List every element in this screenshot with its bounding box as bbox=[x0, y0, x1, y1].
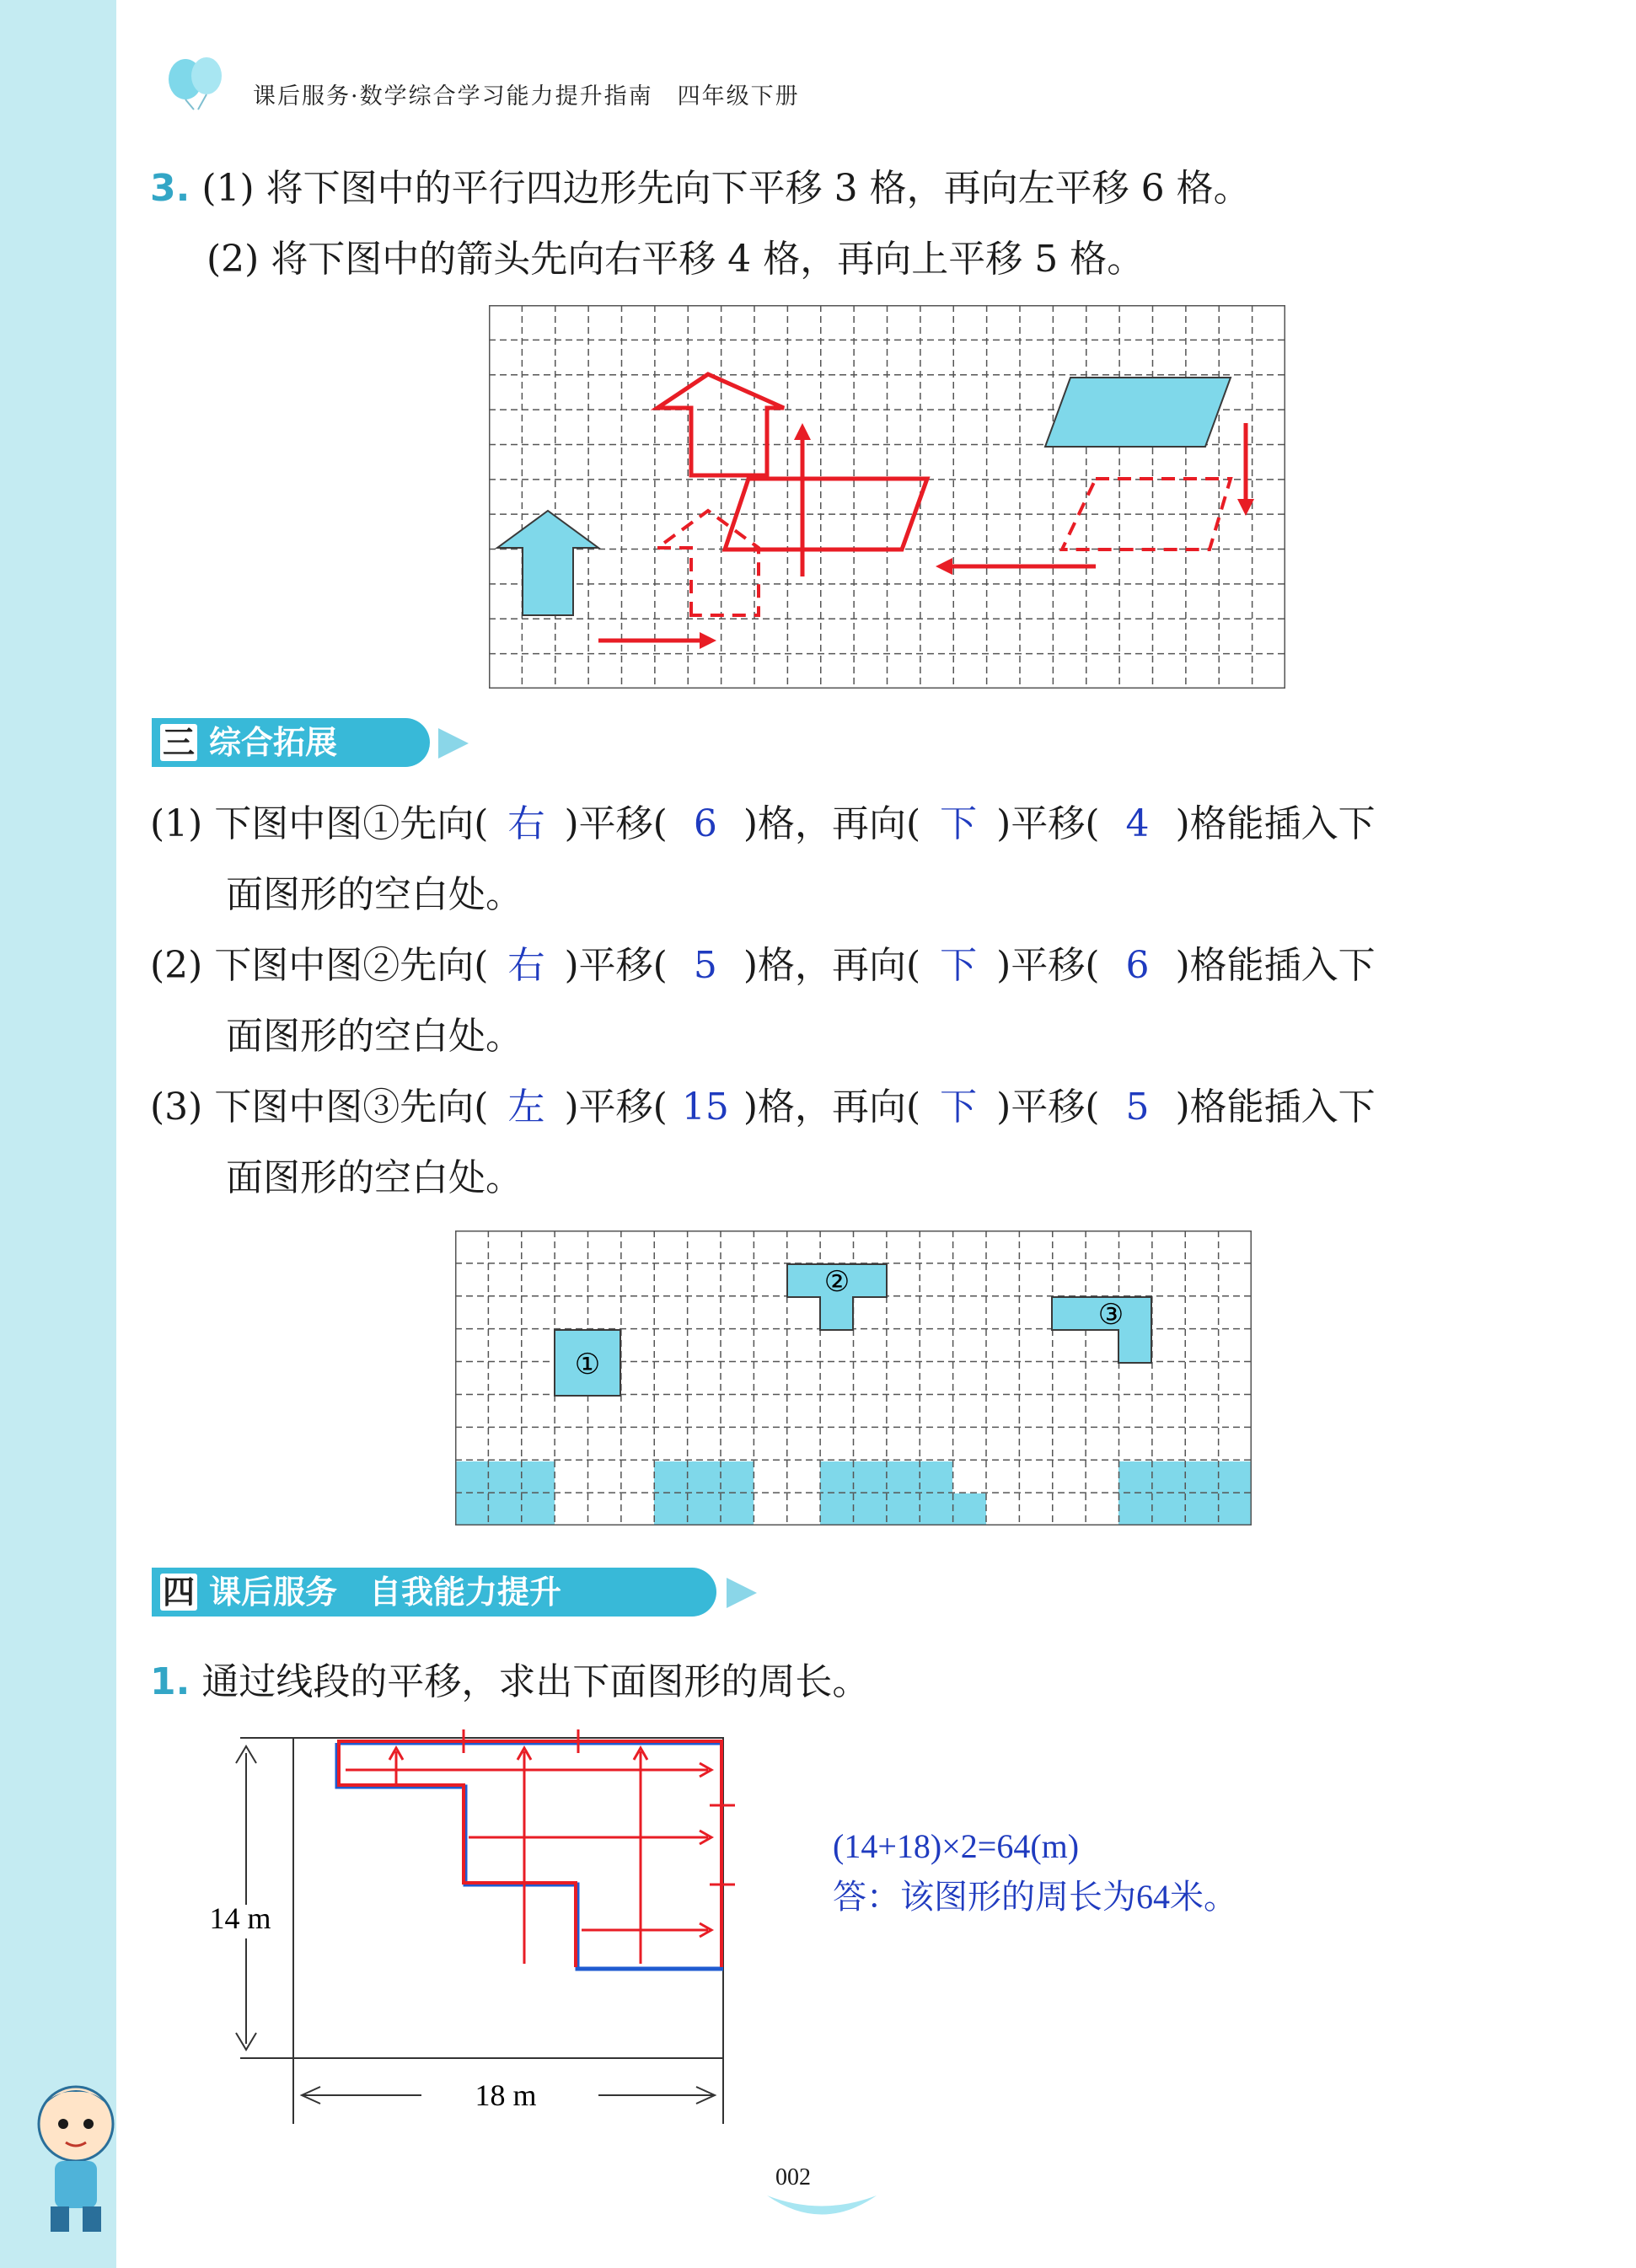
q3-number: 3. bbox=[150, 167, 190, 210]
banner-arrow-icon bbox=[438, 727, 480, 760]
s3-item-3-steps2: 5 bbox=[1125, 1086, 1150, 1129]
grid-lines bbox=[489, 305, 1285, 689]
shape-1-label: ① bbox=[574, 1349, 601, 1381]
s3-item-3-mid3: )平移( bbox=[996, 1086, 1100, 1129]
s3-item-1-dir1: 右 bbox=[507, 802, 545, 845]
translated-arrow-dashed bbox=[657, 511, 759, 615]
s3-item-1-label: (1) 下图中图①先向( bbox=[150, 802, 489, 845]
move-right-arrow bbox=[598, 632, 716, 649]
s3-item-3-dir1: 左 bbox=[507, 1086, 545, 1129]
section-3-title: 综合拓展 bbox=[209, 724, 338, 761]
s3-item-1-mid1: )平移( bbox=[564, 802, 668, 845]
page-number: 002 bbox=[775, 2164, 811, 2190]
original-parallelogram bbox=[1045, 378, 1231, 447]
page-number-ornament bbox=[763, 2191, 881, 2225]
s3-item-2-label: (2) 下图中图②先向( bbox=[150, 944, 489, 987]
s3-item-2-mid2: )格，再向( bbox=[743, 944, 921, 987]
balloons-icon bbox=[160, 52, 236, 111]
s3-item-1 bbox=[150, 801, 1376, 848]
s3-item-3-label: (3) 下图中图③先向( bbox=[150, 1086, 489, 1129]
section-4-number: 四 bbox=[160, 1574, 197, 1611]
s4-q1-number: 1. bbox=[150, 1660, 190, 1703]
decorative-side-stripe bbox=[0, 0, 116, 2268]
s3-item-1-dir2: 下 bbox=[940, 802, 978, 845]
shape-3-label: ③ bbox=[1097, 1300, 1124, 1331]
move-up-arrow bbox=[794, 423, 811, 576]
puzzle-grid-figure bbox=[455, 1231, 1252, 1525]
s3-item-1-cont: 面图形的空白处。 bbox=[226, 873, 523, 916]
stripe-wavy-edge bbox=[106, 0, 131, 2268]
answer-formula: (14+18)×2=64(m) bbox=[833, 1827, 1080, 1865]
s3-item-2-tail: )格能插入下 bbox=[1175, 944, 1376, 987]
s4-q1-text: 通过线段的平移，求出下面图形的周长。 bbox=[201, 1660, 870, 1703]
s3-item-3-tail: )格能插入下 bbox=[1175, 1086, 1376, 1129]
section-3-number: 三 bbox=[160, 724, 197, 761]
s3-item-1-steps2: 4 bbox=[1125, 802, 1150, 845]
section-4-banner bbox=[152, 1568, 716, 1617]
s3-item-3-dir2: 下 bbox=[940, 1086, 978, 1129]
original-arrow-shape bbox=[497, 511, 598, 615]
cartoon-boy-icon bbox=[17, 2073, 135, 2242]
translation-arrows bbox=[346, 1729, 735, 1964]
s3-item-2-dir2: 下 bbox=[940, 944, 978, 987]
s3-item-2-mid3: )平移( bbox=[996, 944, 1100, 987]
perimeter-figure bbox=[194, 1719, 742, 2132]
q3-part1-text: (1) 将下图中的平行四边形先向下平移 3 格，再向左平移 6 格。 bbox=[201, 167, 1251, 210]
s3-item-1-mid3: )平移( bbox=[996, 802, 1100, 845]
q3-part1 bbox=[150, 165, 1251, 212]
translation-grid-figure bbox=[489, 305, 1285, 689]
section-4-title: 课后服务 自我能力提升 bbox=[209, 1574, 562, 1611]
s3-item-2-cont: 面图形的空白处。 bbox=[226, 1015, 523, 1058]
s3-item-2-steps2: 6 bbox=[1125, 944, 1150, 987]
s3-item-3-steps1: 15 bbox=[681, 1086, 729, 1129]
page-header: 课后服务·数学综合学习能力提升指南 四年级下册 bbox=[253, 83, 800, 110]
banner-arrow-icon-2 bbox=[727, 1576, 769, 1610]
height-label: 14 m bbox=[209, 1901, 271, 1935]
s3-item-3-mid1: )平移( bbox=[564, 1086, 668, 1129]
s3-item-1-mid2: )格，再向( bbox=[743, 802, 921, 845]
width-label: 18 m bbox=[475, 2078, 537, 2112]
s4-q1 bbox=[150, 1659, 869, 1706]
answer-text: 答：该图形的周长为64米。 bbox=[833, 1878, 1237, 1916]
s3-item-3-cont: 面图形的空白处。 bbox=[226, 1156, 523, 1199]
s3-item-1-steps1: 6 bbox=[693, 802, 717, 845]
section-3-banner bbox=[152, 718, 430, 767]
q3-part2-text: (2) 将下图中的箭头先向右平移 4 格，再向上平移 5 格。 bbox=[207, 238, 1145, 281]
s3-item-1-tail: )格能插入下 bbox=[1175, 802, 1376, 845]
move-left-arrow bbox=[936, 558, 1096, 575]
s3-item-3 bbox=[150, 1084, 1376, 1131]
s3-item-3-mid2: )格，再向( bbox=[743, 1086, 921, 1129]
s3-item-2-steps1: 5 bbox=[693, 944, 717, 987]
s3-item-2-dir1: 右 bbox=[507, 944, 545, 987]
s3-item-2-mid1: )平移( bbox=[564, 944, 668, 987]
shape-2-label: ② bbox=[823, 1267, 850, 1298]
s3-item-2 bbox=[150, 942, 1376, 989]
